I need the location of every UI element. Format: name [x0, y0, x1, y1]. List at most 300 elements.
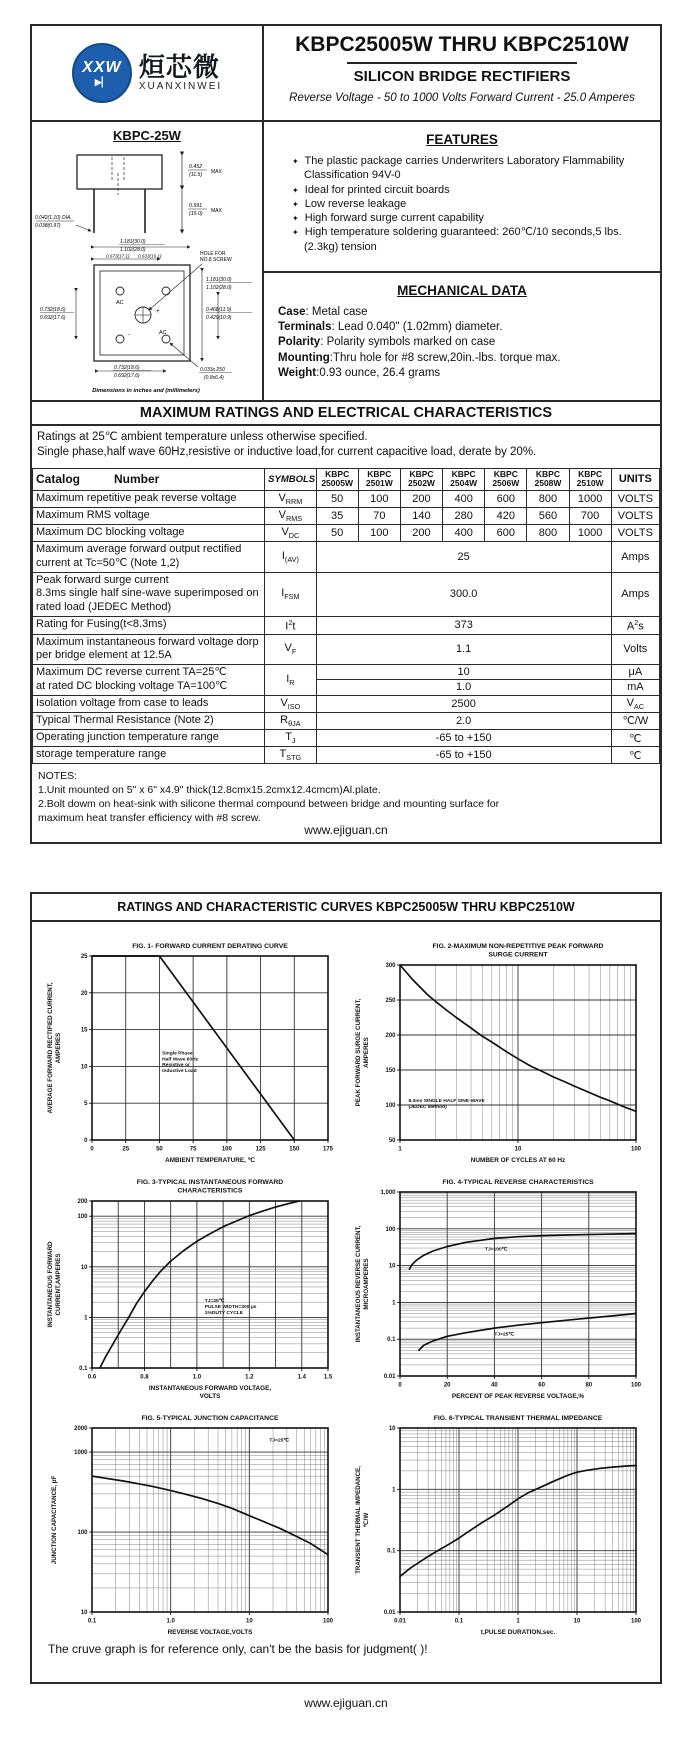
chart-annotation: 8.3ms SINGLE HALF SINE-WAVE [408, 1099, 485, 1105]
table-row [33, 634, 660, 665]
note-line: 1.Unit mounted on 5" x 6" x4.9" thick(12.8cmx15.2cmx12.4cmcm)Al.plate. [38, 784, 381, 797]
svg-text:NO.8 SCREW: NO.8 SCREW [200, 257, 232, 263]
tick-label-x: 60 [538, 1382, 545, 1389]
tick-label-x: 0.1 [87, 1618, 97, 1625]
series-curve [100, 1201, 299, 1368]
tick-label-x: 0.8 [140, 1374, 149, 1381]
svg-text:AC: AC [116, 300, 124, 306]
value-cell: 100 [358, 490, 400, 507]
symbol-cell: $T_J$ [265, 729, 316, 746]
chart-ylabel: ℃/W [363, 1512, 370, 1528]
chart-title: FIG. 2-MAXIMUM NON-REPETITIVE PEAK FORWARD [432, 943, 604, 950]
header [32, 26, 660, 122]
svg-text:0.692(17.6): 0.692(17.6) [114, 373, 140, 379]
tick-label-y: 50 [388, 1138, 396, 1144]
value-cell: 100 [358, 524, 400, 541]
tick-label-y: 100 [77, 1530, 88, 1537]
feature-item [292, 154, 648, 183]
feature-text: Low reverse leakage [301, 197, 407, 210]
tick-label-x: 10 [245, 1618, 253, 1625]
tick-label-x: 10 [573, 1618, 581, 1625]
svg-text:1.181(30.0): 1.181(30.0) [206, 277, 232, 283]
tick-label-y: 200 [385, 1033, 396, 1039]
part-column-header: KBPC 2510W [569, 468, 611, 490]
value-cell: -65 to +150 [316, 729, 611, 746]
table-header-row [33, 468, 660, 490]
value-cell: 10 [316, 665, 611, 680]
chart-annotation: (JEDEC Method) [408, 1105, 447, 1110]
svg-text:0.038(0.97): 0.038(0.97) [35, 223, 61, 229]
mechanical-item [278, 351, 646, 366]
mechanical-section [264, 271, 660, 388]
svg-text:MAX: MAX [211, 169, 222, 175]
value-cell: 200 [400, 524, 442, 541]
svg-text:AC: AC [159, 330, 167, 336]
part-column-header: KBPC 2506W [485, 468, 527, 490]
part-number-title: KBPC25005W THRU KBPC2510W [295, 33, 629, 56]
chart-title: FIG. 3-TYPICAL INSTANTANEOUS FORWARD [136, 1179, 284, 1186]
page1-footer-url: www.ejiguan.cn [304, 823, 388, 837]
tick-label-y: 1 [84, 1315, 88, 1322]
table-row [33, 572, 660, 616]
chart-annotation: Half Wave 60Hz [162, 1057, 199, 1063]
table-row [33, 695, 660, 712]
chart-ylabel: PEAK FORWARD SURGE CURRENT, [355, 998, 362, 1107]
symbols-header: SYMBOLS [265, 468, 316, 490]
table-row [33, 524, 660, 541]
condition-line-2: Single phase,half wave 60Hz,resistive or inductive load,for current capacitive load, derate by 20%. [37, 445, 537, 458]
symbol-cell: $R_{\theta JA}$ [265, 712, 316, 729]
chart-title: FIG. 4-TYPICAL REVERSE CHARACTERISTICS [442, 1179, 594, 1186]
tick-label-y: 1 [392, 1487, 396, 1494]
value-cell: 35 [316, 507, 358, 524]
symbol-cell: $V_{DC}$ [265, 524, 316, 541]
features-section [264, 122, 660, 261]
parameter-label-cell: Operating junction temperature range [33, 729, 265, 746]
value-cell: 1000 [569, 524, 611, 541]
curves-banner: RATINGS AND CHARACTERISTIC CURVES KBPC25005W THRU KBPC2510W [32, 894, 660, 922]
tick-label-y: 20 [80, 990, 88, 997]
chart-title: FIG. 6-TYPICAL TRANSIENT THERMAL IMPEDANCE [433, 1415, 603, 1422]
value-cell: 1.1 [316, 634, 611, 665]
catalog-number-header: Catalog Number [33, 468, 265, 490]
tick-label-y: 10 [388, 1263, 396, 1270]
tick-label-x: 0.01 [394, 1618, 406, 1625]
chart-xlabel: REVERSE VOLTAGE,VOLTS [167, 1629, 253, 1636]
tick-label-x: 25 [122, 1146, 130, 1153]
fig6-thermal-chart [352, 1410, 652, 1638]
svg-text:0.732(18.6): 0.732(18.6) [114, 365, 140, 371]
feature-item [292, 183, 648, 197]
value-cell: 373 [316, 616, 611, 634]
disclaimer-text: The cruve graph is for reference only, can't be the basis for judgment( )! [48, 1642, 428, 1656]
value-cell: 1.0 [316, 680, 611, 695]
chart-annotation: TJ=25℃ [494, 1332, 514, 1338]
symbol-cell: $V_{ISO}$ [265, 695, 316, 712]
parameter-label-cell: Maximum average forward output rectified current at Tc=50℃ (Note 1,2) [33, 542, 265, 573]
tick-label-y: 150 [385, 1068, 396, 1074]
chart-annotation: Single Phase [162, 1051, 193, 1057]
value-cell: 70 [358, 507, 400, 524]
parameter-label-cell: Maximum DC reverse current TA=25℃ at rated DC blocking voltage TA=100℃ [33, 665, 265, 696]
tick-label-x: 100 [630, 1146, 642, 1153]
chart-xlabel: INSTANTANEOUS FORWARD VOLTAGE, [148, 1385, 272, 1392]
figure-3-cell [40, 1174, 348, 1410]
units-cell: ℃/W [611, 712, 659, 729]
symbol-cell: $T_{STG}$ [265, 747, 316, 764]
value-cell: 1000 [569, 490, 611, 507]
feature-text: High forward surge current capability [301, 212, 484, 225]
units-cell: $V_{AC}$ [611, 695, 659, 712]
feature-text: High temperature soldering guaranteed: 260℃/10 seconds,5 lbs. (2.3kg) tension [301, 226, 622, 253]
value-cell: 50 [316, 490, 358, 507]
tick-label-x: 0 [90, 1146, 94, 1153]
parameter-label-cell: Isolation voltage from case to leads [33, 695, 265, 712]
mechanical-value: :Thru hole for #8 screw,20in.-lbs. torque max. [329, 351, 561, 364]
notes-block [32, 764, 660, 825]
package-column [32, 122, 264, 400]
bullet-icon: ✦ [292, 185, 299, 195]
tick-label-y: 15 [80, 1027, 88, 1034]
units-cell: Amps [611, 572, 659, 616]
mechanical-item [278, 366, 646, 381]
feature-item [292, 225, 648, 254]
svg-text:0.692(17.6): 0.692(17.6) [40, 315, 66, 321]
plot-border [92, 1201, 328, 1368]
units-cell: ℃ [611, 729, 659, 746]
svg-text:0.042(1.10) DIA.: 0.042(1.10) DIA. [35, 215, 72, 221]
ratings-table [32, 468, 660, 764]
chart-ylabel: INSTANTANEOUS REVERSE CURRENT, [355, 1225, 362, 1343]
figure-2-cell [348, 938, 656, 1174]
tick-label-x: 40 [491, 1382, 498, 1389]
value-cell: 300.0 [316, 572, 611, 616]
svg-text:0.633(16.1): 0.633(16.1) [138, 253, 162, 259]
mechanical-label: Case [278, 306, 306, 319]
package-name: KBPC-25W [113, 128, 181, 143]
datasheet-page [0, 24, 694, 1760]
tick-label-x: 10 [514, 1146, 522, 1153]
table-row [33, 665, 660, 680]
units-cell: μA [611, 665, 659, 680]
symbol-cell: $I_{FSM}$ [265, 572, 316, 616]
tick-label-x: 100 [322, 1618, 334, 1625]
tick-label-y: 1,000 [380, 1190, 396, 1196]
chart-ylabel: CURRENT,AMPERES [55, 1253, 62, 1316]
fig2-surge-chart [352, 938, 652, 1166]
tick-label-y: 0.01 [383, 1610, 396, 1616]
units-cell: VOLTS [611, 507, 659, 524]
table-row [33, 542, 660, 573]
tick-label-y: 10 [80, 1064, 88, 1071]
mechanical-item [278, 305, 646, 320]
units-cell: VOLTS [611, 524, 659, 541]
value-cell: 2.0 [316, 712, 611, 729]
symbol-cell: $I_R$ [265, 665, 316, 696]
bullet-icon: ✦ [292, 214, 299, 224]
mechanical-label: Weight [278, 366, 317, 379]
tick-label-y: 2000 [74, 1426, 88, 1432]
parameter-label-cell: Maximum DC blocking voltage [33, 524, 265, 541]
fig1-derating-chart [44, 938, 344, 1166]
company-logo-icon [72, 43, 132, 103]
chart-annotation: 1%DUTY CYCLE [204, 1310, 243, 1316]
tick-label-x: 50 [156, 1146, 163, 1153]
feature-item [292, 197, 648, 211]
tick-label-y: 1000 [74, 1450, 88, 1457]
mechanical-label: Terminals [278, 321, 332, 334]
value-cell: 50 [316, 524, 358, 541]
tick-label-y: 100 [385, 1226, 396, 1233]
mechanical-label: Mounting [278, 351, 330, 364]
plot-border [400, 1192, 636, 1376]
tick-label-x: 150 [289, 1146, 300, 1153]
figure-6-cell [348, 1410, 656, 1646]
symbol-cell: $I_{(AV)}$ [265, 542, 316, 573]
units-cell: $A^2s$ [611, 616, 659, 634]
symbol-cell: $V_{RMS}$ [265, 507, 316, 524]
tick-label-x: 100 [221, 1146, 232, 1153]
tick-label-y: 0 [84, 1138, 88, 1144]
table-row [33, 712, 660, 729]
chart-annotation: TJ=25℃ [269, 1438, 289, 1444]
features-mechanical-column [264, 122, 660, 400]
brand-block [32, 26, 264, 120]
tick-label-y: 0.1 [79, 1366, 88, 1372]
chart-annotation: TJ=100℃ [484, 1247, 508, 1253]
tick-label-y: 100 [385, 1103, 396, 1109]
table-row [33, 616, 660, 634]
parameter-label-cell: Rating for Fusing(t<8.3ms) [33, 616, 265, 634]
svg-text:0.591: 0.591 [189, 203, 202, 209]
value-cell: 700 [569, 507, 611, 524]
tick-label-y: 100 [77, 1214, 88, 1221]
table-row [33, 747, 660, 764]
chart-title: CHARACTERISTICS [177, 1187, 243, 1195]
tick-label-x: 100 [630, 1618, 642, 1625]
device-type-subtitle: SILICON BRIDGE RECTIFIERS [353, 68, 571, 85]
package-drawing [32, 143, 260, 395]
svg-text:+: + [156, 308, 160, 315]
features-heading: FEATURES [426, 132, 498, 147]
svg-text:HOLE FOR: HOLE FOR [200, 251, 226, 257]
tick-label-x: 100 [630, 1382, 642, 1389]
tick-label-y: 200 [77, 1199, 88, 1205]
value-cell: 140 [400, 507, 442, 524]
value-cell: 560 [527, 507, 569, 524]
figure-1-cell [40, 938, 348, 1174]
tick-label-x: 1.2 [245, 1374, 254, 1381]
tick-label-x: 175 [322, 1146, 334, 1153]
chart-xlabel: PERCENT OF PEAK REVERSE VOLTAGE,% [451, 1393, 585, 1400]
value-cell: 420 [485, 507, 527, 524]
tick-label-y: 1 [392, 1300, 396, 1307]
chart-annotation: TJ=25℃ [204, 1299, 225, 1305]
mechanical-item [278, 320, 646, 335]
tick-label-x: 1.4 [297, 1374, 306, 1381]
series-curve [409, 1234, 636, 1270]
tick-label-x: 0 [398, 1382, 402, 1389]
feature-text: The plastic package carries Underwriters Laboratory Flammability Classification 94V-0 [301, 155, 625, 182]
tick-label-y: 10 [80, 1264, 88, 1271]
chart-title: SURGE CURRENT [488, 951, 548, 959]
test-conditions [32, 426, 660, 468]
value-cell: 600 [485, 524, 527, 541]
tick-label-y: 300 [385, 963, 396, 969]
units-cell: Amps [611, 542, 659, 573]
mechanical-value: : Polarity symbols marked on case [320, 336, 496, 349]
tick-label-x: 75 [189, 1146, 197, 1153]
svg-text:1.102(28.0): 1.102(28.0) [120, 247, 146, 253]
chart-ylabel: JUNCTION CAPACITANCE, pF [51, 1475, 58, 1565]
tick-label-x: 125 [255, 1146, 266, 1153]
note-line: maximum heat transfer efficiency with #8 screw. [38, 811, 261, 824]
value-cell: 280 [443, 507, 485, 524]
tick-label-x: 80 [585, 1382, 593, 1389]
logo-monogram: XXW [82, 58, 122, 76]
svg-text:MAX: MAX [211, 208, 222, 214]
feature-text: Ideal for printed circuit boards [301, 183, 450, 196]
parameter-label-cell: Typical Thermal Resistance (Note 2) [33, 712, 265, 729]
tick-label-x: 0.1 [454, 1618, 464, 1625]
tick-label-x: 1.0 [192, 1374, 202, 1381]
chart-title: FIG. 5-TYPICAL JUNCTION CAPACITANCE [141, 1415, 279, 1422]
units-cell: Volts [611, 634, 659, 665]
parameter-label-cell: Maximum instantaneous forward voltage dorp per bridge element at 12.5A [33, 634, 265, 665]
table-row [33, 507, 660, 524]
tick-label-x: 0.6 [87, 1374, 97, 1381]
mechanical-value: :0.93 ounce, 26.4 grams [316, 366, 441, 379]
series-curve [92, 1476, 328, 1555]
svg-text:0.429(10.9): 0.429(10.9) [206, 315, 232, 321]
units-cell: VOLTS [611, 490, 659, 507]
svg-text:0.452: 0.452 [189, 164, 202, 170]
svg-text:0.468(11.9): 0.468(11.9) [206, 307, 232, 313]
value-cell: 600 [485, 490, 527, 507]
brand-chinese: 烜芯微 [138, 51, 220, 82]
note-line: 2.Bolt dowm on heat-sink with silicone thermal compound between bridge and mounting surface for [38, 798, 500, 810]
bullet-icon: ✦ [292, 199, 299, 209]
value-cell: 800 [527, 524, 569, 541]
symbol-cell: $I^2t$ [265, 616, 316, 634]
part-column-header: KBPC 2504W [443, 468, 485, 490]
chart-title: FIG. 1- FORWARD CURRENT DERATING CURVE [132, 943, 288, 950]
figures-grid [32, 922, 660, 1646]
mechanical-list [276, 305, 648, 381]
chart-ylabel: MICROAMPERES [363, 1258, 370, 1310]
fig4-reverse-chart [352, 1174, 652, 1402]
upper-columns [32, 122, 660, 400]
chart-ylabel: AVERAGE FORWARD RECTIFIED CURRENT, [47, 982, 54, 1114]
max-ratings-banner: MAXIMUM RATINGS AND ELECTRICAL CHARACTERISTICS [32, 400, 660, 426]
tick-label-y: 5 [84, 1101, 88, 1108]
part-column-header: KBPC 2502W [400, 468, 442, 490]
tick-label-y: 10 [388, 1426, 396, 1432]
tick-label-x: 1 [516, 1618, 520, 1625]
value-cell: 200 [400, 490, 442, 507]
svg-text:1.181(30.0): 1.181(30.0) [120, 239, 146, 245]
symbol-cell: $V_{RRM}$ [265, 490, 316, 507]
units-header: UNITS [611, 468, 659, 490]
value-cell: 800 [527, 490, 569, 507]
ratings-summary-line: Reverse Voltage - 50 to 1000 Volts Forward Current - 25.0 Amperes [289, 92, 635, 104]
mechanical-heading: MECHANICAL DATA [397, 283, 527, 299]
title-rule [347, 62, 577, 64]
bullet-icon: ✦ [292, 228, 299, 238]
value-cell: 400 [443, 524, 485, 541]
chart-annotation: PULSE WIDTH=300 μs [204, 1304, 257, 1310]
mechanical-label: Polarity [278, 336, 321, 349]
chart-annotation: Resistive or [162, 1063, 190, 1069]
svg-text:1.102(28.0): 1.102(28.0) [206, 285, 232, 291]
parameter-label-cell: Maximum RMS voltage [33, 507, 265, 524]
tick-label-x: 1.5 [323, 1374, 333, 1381]
table-row [33, 490, 660, 507]
tick-label-y: 250 [385, 998, 396, 1004]
part-column-header: KBPC 2508W [527, 468, 569, 490]
part-column-header: KBPC 2501W [358, 468, 400, 490]
svg-text:0.673(17.1): 0.673(17.1) [106, 253, 130, 259]
chart-ylabel: AMPERES [363, 1037, 370, 1068]
condition-line-1: Ratings at 25℃ ambient temperature unless otherwise specified. [37, 431, 368, 443]
brand-names [138, 51, 223, 93]
feature-item [292, 211, 648, 225]
mechanical-item [278, 335, 646, 350]
title-block [264, 26, 660, 120]
symbol-cell: $V_F$ [265, 634, 316, 665]
tick-label-y: 25 [80, 954, 88, 960]
chart-annotation: Inductive Load [162, 1069, 197, 1075]
mechanical-value: : Lead 0.040" (1.02mm) diameter. [331, 321, 503, 334]
parameter-label-cell: storage temperature range [33, 747, 265, 764]
value-cell: 400 [443, 490, 485, 507]
figure-4-cell [348, 1174, 656, 1410]
bullet-icon: ✦ [292, 157, 299, 166]
page2-footer-url: www.ejiguan.cn [304, 1696, 388, 1710]
chart-xlabel: t,PULSE DURATION,sec. [480, 1629, 556, 1636]
svg-text:(15.0): (15.0) [189, 211, 203, 217]
tick-label-y: 10 [80, 1610, 88, 1616]
note-line: NOTES: [38, 770, 78, 783]
chart-xlabel: NUMBER OF CYCLES AT 60 Hz [470, 1157, 566, 1164]
units-cell: mA [611, 680, 659, 695]
chart-ylabel: INSTANTANEOUS FORWARD [47, 1241, 54, 1328]
tick-label-y: 0.01 [383, 1374, 396, 1380]
svg-text:Dimensions in inches and (mill: Dimensions in inches and (millimeters) [92, 388, 200, 394]
figure-5-cell [40, 1410, 348, 1646]
chart-ylabel: TRANSIENT THERMAL IMPEDANCE, [355, 1466, 362, 1574]
value-cell: 2500 [316, 695, 611, 712]
tick-label-x: 1.0 [166, 1618, 175, 1625]
value-cell: 25 [316, 542, 611, 573]
datasheet-sheet-1 [30, 24, 662, 844]
chart-xlabel: VOLTS [199, 1393, 221, 1400]
brand-english: XUANXINWEI [138, 81, 223, 93]
parameter-label-cell: Peak forward surge current 8.3ms single half sine-wave superimposed on rated load (JEDEC Method) [33, 572, 265, 616]
table-row [33, 729, 660, 746]
tick-label-y: 0.1 [387, 1548, 396, 1555]
svg-text:-: - [128, 331, 131, 338]
chart-xlabel: AMBIENT TEMPERATURE, ℃ [165, 1157, 255, 1164]
features-list [276, 154, 648, 254]
plot-border [92, 956, 328, 1140]
svg-text:0.033x.250: 0.033x.250 [200, 367, 225, 373]
value-cell: -65 to +150 [316, 747, 611, 764]
units-cell: ℃ [611, 747, 659, 764]
part-column-header: KBPC 25005W [316, 468, 358, 490]
svg-text:(0.8x6.4): (0.8x6.4) [204, 375, 224, 381]
fig3-forward-chart [44, 1174, 344, 1402]
